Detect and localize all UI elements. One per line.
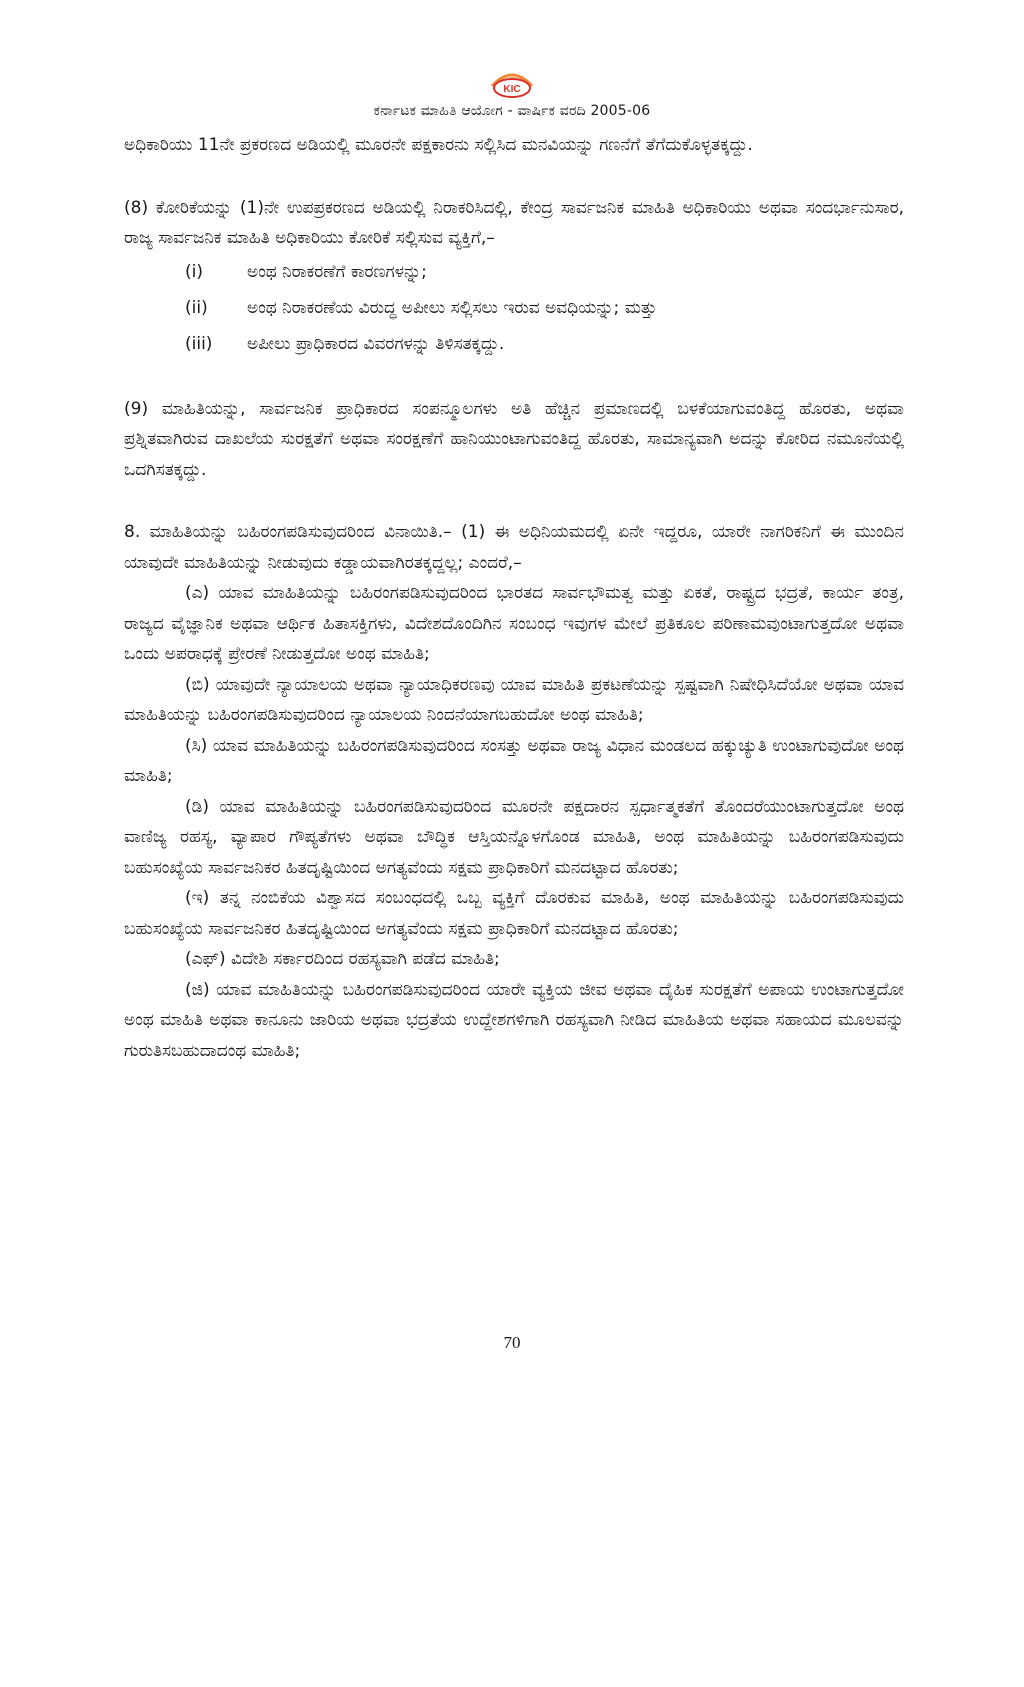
list-item: [185, 254, 904, 290]
paragraph-8: (8) ಕೋರಿಕೆಯನ್ನು (1)ನೇ ಉಪಪ್ರಕರಣದ ಅಡಿಯಲ್ಲಿ ನಿರಾಕರಿಸಿದಲ್ಲಿ, ಕೇಂದ್ರ ಸಾರ್ವಜನಿಕ ಮಾಹಿತಿ ಅಧಿಕಾರಿಯು ಅಥವಾ ಸಂದರ್ಭಾನುಸಾರ, ರಾಜ್ಯ ಸಾರ್ವಜನಿಕ ಮಾಹಿತಿ ಅಧಿಕಾರಿಯು ಕೋರಿಕೆ ಸಲ್ಲಿಸುವ ವ್ಯಕ್ತಿಗೆ,–: [124, 197, 904, 248]
clause-d: (ಡಿ) ಯಾವ ಮಾಹಿತಿಯನ್ನು ಬಹಿರಂಗಪಡಿಸುವುದರಿಂದ ಮೂರನೇ ಪಕ್ಷದಾರನ ಸ್ಪರ್ಧಾತ್ಮಕತೆಗೆ ತೊಂದರೆಯುಂಟಾಗುತ್ತದೋ ಅಂಥ ವಾಣಿಜ್ಯ ರಹಸ್ಯ, ವ್ಯಾಪಾರ ಗೌಪ್ಯತೆಗಳು ಅಥವಾ ಬೌದ್ಧಿಕ ಆಸ್ತಿಯನ್ನೊಳಗೊಂಡ ಮಾಹಿತಿ, ಅಂಥ ಮಾಹಿತಿಯನ್ನು ಬಹಿರಂಗಪಡಿಸುವುದು ಬಹುಸಂಖ್ಯೆಯ ಸಾರ್ವಜನಿಕರ ಹಿತದೃಷ್ಟಿಯಿಂದ ಅಗತ್ಯವೆಂದು ಸಕ್ಷಮ ಪ್ರಾಧಿಕಾರಿಗೆ ಮನದಟ್ಟಾದ ಹೊರತು;: [124, 796, 904, 878]
list-item: [185, 326, 904, 362]
logo-text: KIC: [503, 84, 521, 95]
list-item-number: (i): [185, 261, 203, 282]
page-number: 70: [503, 1333, 521, 1352]
clause-a: (ಎ) ಯಾವ ಮಾಹಿತಿಯನ್ನು ಬಹಿರಂಗಪಡಿಸುವುದರಿಂದ ಭಾರತದ ಸಾರ್ವಭೌಮತ್ವ ಮತ್ತು ಏಕತೆ, ರಾಷ್ಟ್ರದ ಭದ್ರತೆ, ಕಾರ್ಯ ತಂತ್ರ, ರಾಜ್ಯದ ವೈಜ್ಞಾನಿಕ ಅಥವಾ ಆರ್ಥಿಕ ಹಿತಾಸಕ್ತಿಗಳು, ವಿದೇಶದೊಂದಿಗಿನ ಸಂಬಂಧ ಇವುಗಳ ಮೇಲೆ ಪ್ರತಿಕೂಲ ಪರಿಣಾಮವುಂಟಾಗುತ್ತದೋ ಅಥವಾ ಒಂದು ಅಪರಾಧಕ್ಕೆ ಪ್ರೇರಣೆ ನೀಡುತ್ತದೋ ಅಂಥ ಮಾಹಿತಿ;: [124, 583, 904, 664]
clause-g: (ಜಿ) ಯಾವ ಮಾಹಿತಿಯನ್ನು ಬಹಿರಂಗಪಡಿಸುವುದರಿಂದ ಯಾರೇ ವ್ಯಕ್ತಿಯ ಜೀವ ಅಥವಾ ದೈಹಿಕ ಸುರಕ್ಷತೆಗೆ ಅಪಾಯ ಉಂಟಾಗುತ್ತದೋ ಅಂಥ ಮಾಹಿತಿ ಅಥವಾ ಕಾನೂನು ಜಾರಿಯ ಅಥವಾ ಭದ್ರತೆಯ ಉದ್ದೇಶಗಳಿಗಾಗಿ ರಹಸ್ಯವಾಗಿ ನೀಡಿದ ಮಾಹಿತಿಯ ಅಥವಾ ಸಹಾಯದ ಮೂಲವನ್ನು ಗುರುತಿಸಬಹುದಾದಂಥ ಮಾಹಿತಿ;: [124, 979, 904, 1061]
section-8-heading: 8. ಮಾಹಿತಿಯನ್ನು ಬಹಿರಂಗಪಡಿಸುವುದರಿಂದ ವಿನಾಯಿತಿ.– (1) ಈ ಅಧಿನಿಯಮದಲ್ಲಿ ಏನೇ ಇದ್ದರೂ, ಯಾರೇ ನಾಗರಿಕನಿಗೆ ಈ ಮುಂದಿನ ಯಾವುದೇ ಮಾಹಿತಿಯನ್ನು ನೀಡುವುದು ಕಡ್ಡಾಯವಾಗಿರತಕ್ಕದ್ದಲ್ಲ; ಎಂದರೆ,–: [124, 522, 904, 573]
document-body: [124, 130, 904, 1066]
paragraph-9: (9) ಮಾಹಿತಿಯನ್ನು, ಸಾರ್ವಜನಿಕ ಪ್ರಾಧಿಕಾರದ ಸಂಪನ್ಮೂಲಗಳು ಅತಿ ಹೆಚ್ಚಿನ ಪ್ರಮಾಣದಲ್ಲಿ ಬಳಕೆಯಾಗುವಂತಿದ್ದ ಹೊರತು, ಅಥವಾ ಪ್ರಶ್ನಿತವಾಗಿರುವ ದಾಖಲೆಯ ಸುರಕ್ಷತೆಗೆ ಅಥವಾ ಸಂರಕ್ಷಣೆಗೆ ಹಾನಿಯುಂಟಾಗುವಂತಿದ್ದ ಹೊರತು, ಸಾಮಾನ್ಯವಾಗಿ ಅದನ್ನು ಕೋರಿದ ನಮೂನೆಯಲ್ಲಿ ಒದಗಿಸತಕ್ಕದ್ದು.: [124, 398, 904, 480]
list-item-number: (ii): [185, 297, 208, 318]
kic-logo: [482, 62, 542, 102]
list-item: [185, 290, 904, 326]
clause-b: (ಬಿ) ಯಾವುದೇ ನ್ಯಾಯಾಲಯ ಅಥವಾ ನ್ಯಾಯಾಧಿಕರಣವು ಯಾವ ಮಾಹಿತಿ ಪ್ರಕಟಣೆಯನ್ನು ಸ್ಪಷ್ಟವಾಗಿ ನಿಷೇಧಿಸಿದೆಯೋ ಅಥವಾ ಯಾವ ಮಾಹಿತಿಯನ್ನು ಬಹಿರಂಗಪಡಿಸುವುದರಿಂದ ನ್ಯಾಯಾಲಯ ನಿಂದನೆಯಾಗಬಹುದೋ ಅಂಥ ಮಾಹಿತಿ;: [124, 674, 904, 725]
list-item-text: ಅಂಥ ನಿರಾಕರಣೆಗೆ ಕಾರಣಗಳನ್ನು;: [247, 261, 427, 282]
clause-e: (ಇ) ತನ್ನ ನಂಬಿಕೆಯ ವಿಶ್ವಾಸದ ಸಂಬಂಧದಲ್ಲಿ ಒಬ್ಬ ವ್ಯಕ್ತಿಗೆ ದೊರಕುವ ಮಾಹಿತಿ, ಅಂಥ ಮಾಹಿತಿಯನ್ನು ಬಹಿರಂಗಪಡಿಸುವುದು ಬಹುಸಂಖ್ಯೆಯ ಸಾರ್ವಜನಿಕರ ಹಿತದೃಷ್ಟಿಯಿಂದ ಅಗತ್ಯವೆಂದು ಸಕ್ಷಮ ಪ್ರಾಧಿಕಾರಿಗೆ ಮನದಟ್ಟಾದ ಹೊರತು;: [124, 888, 904, 939]
paragraph-continuation: ಅಧಿಕಾರಿಯು 11ನೇ ಪ್ರಕರಣದ ಅಡಿಯಲ್ಲಿ ಮೂರನೇ ಪಕ್ಷಕಾರನು ಸಲ್ಲಿಸಿದ ಮನವಿಯನ್ನು ಗಣನೆಗೆ ತೆಗೆದುಕೊಳ್ಳತಕ್ಕದ್ದು.: [124, 135, 753, 155]
kic-logo-emblem: [482, 62, 542, 102]
report-header: ಕರ್ನಾಟಕ ಮಾಹಿತಿ ಆಯೋಗ - ವಾರ್ಷಿಕ ವರದಿ 2005-06: [373, 103, 651, 119]
list-item-text: ಅಂಥ ನಿರಾಕರಣೆಯ ವಿರುದ್ಧ ಅಪೀಲು ಸಲ್ಲಿಸಲು ಇರುವ ಅವಧಿಯನ್ನು; ಮತ್ತು: [247, 297, 657, 318]
rejection-list: [124, 254, 904, 362]
list-item-number: (iii): [185, 333, 213, 354]
list-item-text: ಅಪೀಲು ಪ್ರಾಧಿಕಾರದ ವಿವರಗಳನ್ನು ತಿಳಿಸತಕ್ಕದ್ದು.: [247, 333, 505, 354]
clause-c: (ಸಿ) ಯಾವ ಮಾಹಿತಿಯನ್ನು ಬಹಿರಂಗಪಡಿಸುವುದರಿಂದ ಸಂಸತ್ತು ಅಥವಾ ರಾಜ್ಯ ವಿಧಾನ ಮಂಡಲದ ಹಕ್ಕುಚ್ಯುತಿ ಉಂಟಾಗುವುದೋ ಅಂಥ ಮಾಹಿತಿ;: [124, 735, 904, 786]
clause-f: (ಎಫ್) ವಿದೇಶಿ ಸರ್ಕಾರದಿಂದ ರಹಸ್ಯವಾಗಿ ಪಡೆದ ಮಾಹಿತಿ;: [185, 949, 500, 969]
